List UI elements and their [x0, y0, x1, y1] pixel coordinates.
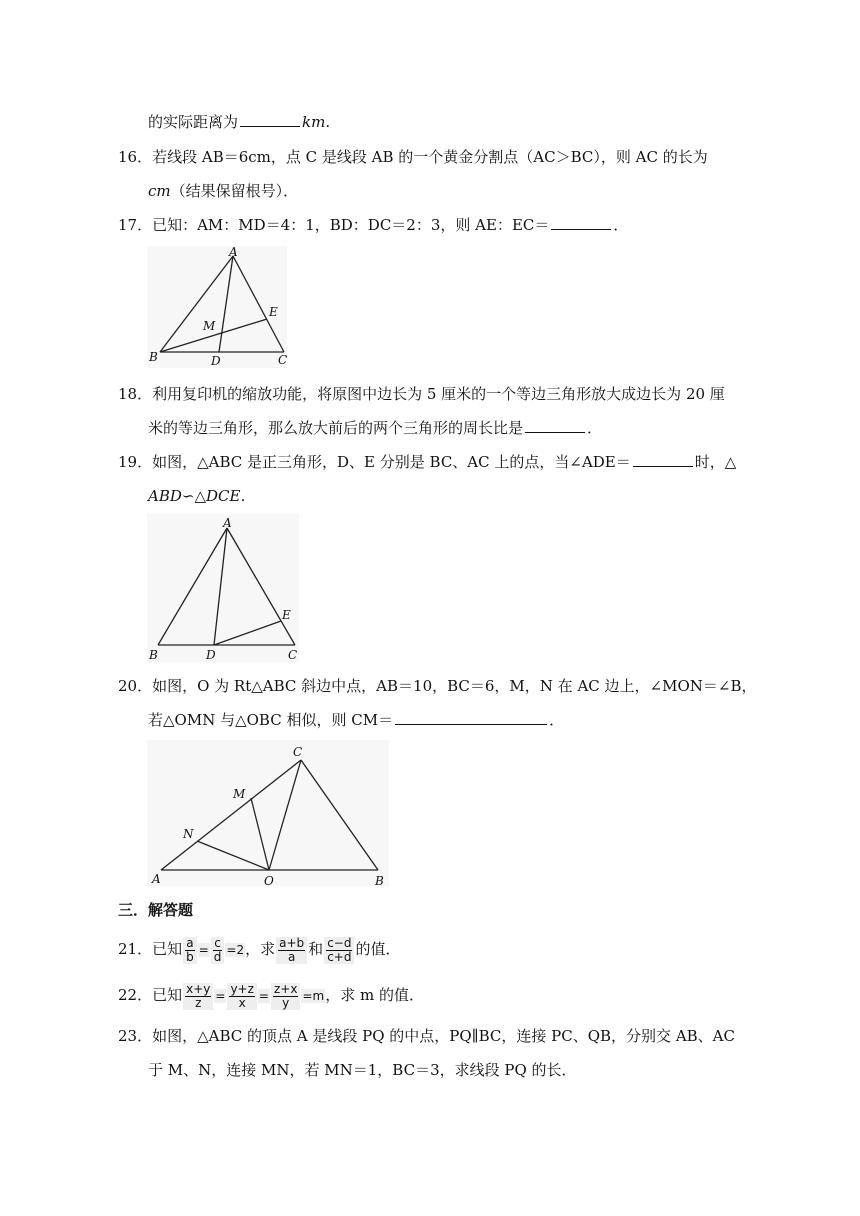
- q22-eq1: =: [215, 989, 226, 1003]
- fig19-label-d: D: [206, 648, 216, 662]
- q15-end: .: [325, 113, 331, 131]
- q18-answer-blank[interactable]: [525, 418, 585, 433]
- fig20-label-b: B: [375, 874, 384, 886]
- q21-eq2: =2: [226, 943, 245, 957]
- q22-eq3: =m: [302, 989, 325, 1003]
- figure-q17: [147, 246, 287, 368]
- q20-text-1: 如图，O 为 Rt△ABC 斜边中点，AB＝10，BC＝6，M，N 在 AC 边上，∠MON＝∠B，: [152, 677, 757, 695]
- q16-text: 若线段 AB＝6cm，点 C 是线段 AB 的一个黄金分割点（AC＞BC），则 AC 的长为: [152, 148, 708, 166]
- section-heading: 三．解答题: [118, 901, 194, 919]
- fig19-label-b: B: [149, 648, 158, 662]
- q20-number: 20．: [118, 677, 153, 695]
- q21-f4-den: c+d: [327, 949, 352, 964]
- q20-text-2: 若△OMN 与△OBC 相似，则 CM＝: [148, 711, 394, 729]
- q19-text-1: 如图，△ABC 是正三角形，D、E 分别是 BC、AC 上的点，当∠ADE＝: [152, 453, 631, 471]
- q18-text-1: 利用复印机的缩放功能，将原图中边长为 5 厘米的一个等边三角形放大成边长为 20 厘: [152, 385, 725, 403]
- q17-number: 17．: [118, 216, 153, 234]
- q22-pre: 已知: [152, 986, 183, 1004]
- fig20-label-n: N: [183, 827, 194, 841]
- q18-number: 18．: [118, 385, 153, 403]
- q21-f1-num: a: [186, 935, 194, 950]
- q22-f2-den: x: [238, 995, 246, 1010]
- q19-line2: [148, 486, 255, 506]
- fig19-label-c: C: [288, 648, 298, 662]
- q18-line2: [148, 418, 602, 438]
- q23-line1: [118, 1026, 735, 1046]
- fig17-label-e: E: [269, 305, 278, 319]
- fig20-label-m: M: [233, 787, 246, 801]
- q21-fraction-c-d: [211, 937, 225, 964]
- q23-text-2: 于 M、N，连接 MN，若 MN＝1，BC＝3，求线段 PQ 的长．: [148, 1061, 577, 1079]
- q22-fraction-3: [271, 983, 300, 1010]
- q21-fraction-ab-a: [276, 937, 307, 964]
- q21-and: 和: [308, 940, 324, 958]
- q16-line2: [148, 181, 298, 201]
- q17-text: 已知：AM：MD＝4：1，BD：DC＝2：3，则 AE：EC＝: [152, 216, 550, 234]
- q21-eq1: =: [198, 943, 209, 957]
- q19-text-2: ABD∽△DCE．: [148, 487, 256, 505]
- q21-post: 的值．: [355, 940, 401, 958]
- q15-tail-text: 的实际距离为: [148, 113, 239, 131]
- q15-unit: km: [302, 113, 326, 131]
- q20-end: ．: [549, 711, 565, 729]
- q22-f1-den: z: [195, 995, 202, 1010]
- q21-f1-den: b: [186, 949, 194, 964]
- fig19-label-e: E: [282, 608, 291, 622]
- q20-line2: [148, 710, 564, 730]
- q16-number: 16．: [118, 148, 153, 166]
- q22-f1-num: x+y: [186, 981, 211, 996]
- figure-q19: [147, 514, 299, 662]
- fig17-label-b: B: [149, 350, 158, 364]
- q19-line1: [118, 452, 736, 472]
- q23-line2: [148, 1060, 577, 1080]
- q15-answer-blank[interactable]: [240, 112, 300, 127]
- fig20-label-o: O: [264, 874, 274, 886]
- fig17-label-m: M: [203, 319, 216, 333]
- q22-f3-num: z+x: [273, 981, 298, 996]
- q21-fraction-a-b: [183, 937, 197, 964]
- q16-unit: cm: [148, 182, 171, 200]
- q16-note: （结果保留根号）．: [170, 182, 299, 200]
- q21-f4-num: c−d: [327, 935, 352, 950]
- fig17-label-d: D: [211, 354, 221, 368]
- q21-number: 21．: [118, 940, 153, 958]
- q16-line1: [118, 147, 708, 167]
- q17-answer-blank[interactable]: [551, 215, 611, 230]
- q22-post: ，求 m 的值．: [325, 986, 424, 1004]
- q21-pre: 已知: [152, 940, 183, 958]
- q19-text-after: 时，△: [694, 453, 737, 471]
- q21-f3-num: a+b: [279, 935, 305, 950]
- q21-f2-num: c: [214, 935, 221, 950]
- q21-fraction-cd-cd: [324, 937, 354, 964]
- q15-tail: [148, 112, 330, 132]
- q22-f3-den: y: [282, 995, 290, 1010]
- q21-mid: ，求: [245, 940, 276, 958]
- q22-fraction-1: [183, 983, 213, 1010]
- fig20-label-c: C: [293, 745, 303, 759]
- q21-f3-den: a: [287, 949, 296, 964]
- q22-number: 22．: [118, 986, 153, 1004]
- fig20-label-a: A: [152, 872, 161, 886]
- q21-f2-den: d: [213, 949, 222, 964]
- q17-line: [118, 215, 628, 235]
- fig19-label-a: A: [223, 516, 232, 530]
- q18-text-2: 米的等边三角形，那么放大前后的两个三角形的周长比是: [148, 419, 524, 437]
- q22-line: [118, 980, 424, 1011]
- q19-number: 19．: [118, 453, 153, 471]
- fig17-label-a: A: [229, 246, 238, 259]
- q20-answer-blank[interactable]: [395, 710, 547, 725]
- q19-answer-blank[interactable]: [633, 452, 693, 467]
- q22-eq2: =: [258, 989, 269, 1003]
- fig17-label-c: C: [278, 353, 287, 367]
- q17-end: ．: [613, 216, 629, 234]
- q22-fraction-2: [227, 983, 256, 1010]
- q20-line1: [118, 676, 756, 696]
- figure-q20: [147, 740, 389, 886]
- q23-text-1: 如图，△ABC 的顶点 A 是线段 PQ 的中点，PQ∥BC，连接 PC、QB，分别交 AB、AC: [152, 1027, 735, 1045]
- q22-f2-num: y+z: [230, 981, 254, 996]
- q18-line1: [118, 384, 725, 404]
- q21-line: [118, 934, 400, 965]
- q23-number: 23．: [118, 1027, 153, 1045]
- q18-end: ．: [587, 419, 603, 437]
